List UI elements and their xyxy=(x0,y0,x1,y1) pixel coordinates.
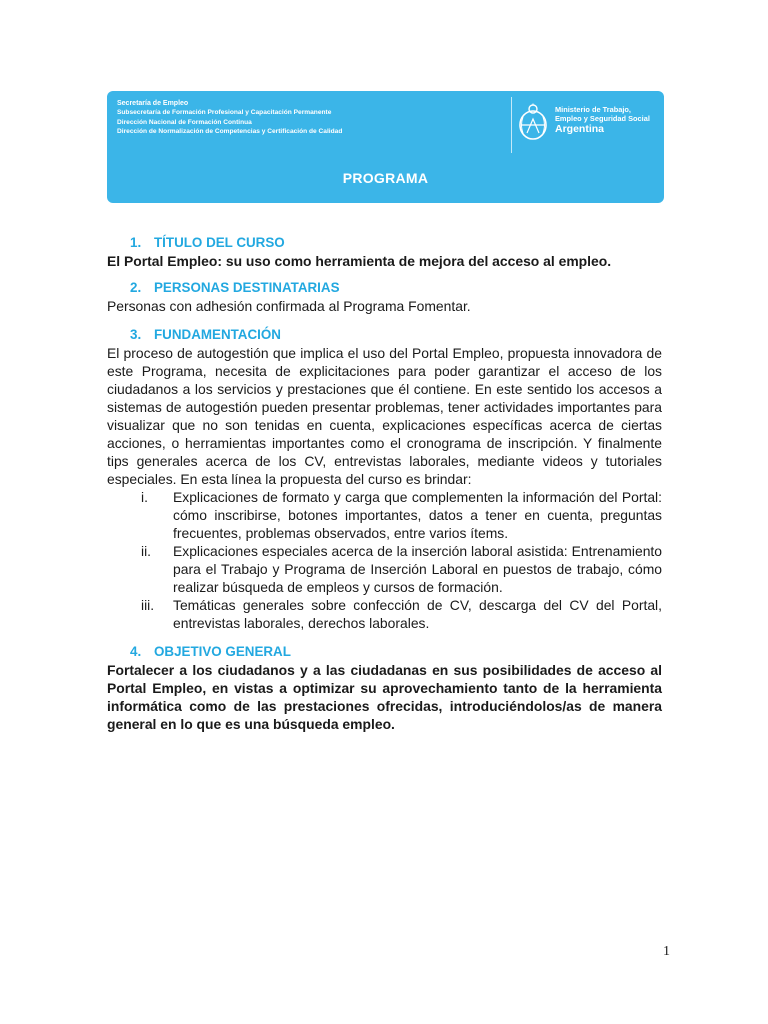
page-number: 1 xyxy=(663,944,670,959)
document-body xyxy=(107,234,662,744)
section-rationale xyxy=(107,326,662,632)
country-name: Argentina xyxy=(555,123,605,136)
list-item xyxy=(107,488,662,542)
section-title xyxy=(107,234,662,270)
section-number: 1. xyxy=(130,235,142,250)
heading-text: PERSONAS DESTINATARIAS xyxy=(154,280,340,295)
org-line: Subsecretaría de Formación Profesional y Capacitación Permanente xyxy=(117,109,332,117)
heading-text: TÍTULO DEL CURSO xyxy=(154,235,285,250)
list-marker: iii. xyxy=(141,597,155,613)
ministry-name xyxy=(555,105,650,136)
list-item-text: Explicaciones especiales acerca de la inserción laboral asistida: Entrenamiento para el Trabajo y Programa de Inserción Laboral en puestos de trabajo, cómo realizar búsqueda de empleos y cursos de formación. xyxy=(173,543,662,595)
header-banner xyxy=(107,91,664,203)
section-text: Personas con adhesión confirmada al Programa Fomentar. xyxy=(107,298,471,314)
logo-divider xyxy=(511,97,512,153)
section-objective xyxy=(107,643,662,733)
section-heading xyxy=(130,643,662,661)
org-lines xyxy=(117,99,342,137)
section-heading xyxy=(130,279,662,297)
ministry-line: Ministerio de Trabajo, xyxy=(555,105,631,114)
section-number: 2. xyxy=(130,280,142,295)
national-seal-icon xyxy=(517,103,549,141)
list-item-text: Explicaciones de formato y carga que complementen la información del Portal: cómo inscribirse, botones importantes, datos a tener en cuenta, preguntas frecuentes, problemas observados, entre varios ítems. xyxy=(173,489,662,541)
org-line: Dirección Nacional de Formación Continua xyxy=(117,118,252,126)
heading-text: OBJETIVO GENERAL xyxy=(154,644,291,659)
roman-list xyxy=(107,488,662,632)
section-audience xyxy=(107,279,662,315)
list-marker: i. xyxy=(141,489,148,505)
list-marker: ii. xyxy=(141,543,152,559)
section-heading xyxy=(130,234,662,252)
section-number: 3. xyxy=(130,327,142,342)
document-title: PROGRAMA xyxy=(342,170,429,186)
ministry-line: Empleo y Seguridad Social xyxy=(555,114,650,124)
list-item xyxy=(107,542,662,596)
section-number: 4. xyxy=(130,644,142,659)
course-title: El Portal Empleo: su uso como herramienta de mejora del acceso al empleo. xyxy=(107,253,612,269)
heading-text: FUNDAMENTACIÓN xyxy=(154,327,281,342)
section-text: Fortalecer a los ciudadanos y a las ciudadanas en sus posibilidades de acceso al Portal Empleo, en vistas a optimizar su aprovechamiento tanto de la herramienta informática como de las prestaciones ofrecidas, introduciéndolos/as de manera general en lo que es una búsqueda empleo. xyxy=(107,662,662,732)
list-item xyxy=(107,596,662,632)
section-heading xyxy=(130,326,662,344)
ministry-logo xyxy=(511,95,661,155)
list-item-text: Temáticas generales sobre confección de CV, descarga del CV del Portal, entrevistas laborales, derechos laborales. xyxy=(173,597,662,631)
org-line: Secretaría de Empleo xyxy=(117,100,189,107)
section-text: El proceso de autogestión que implica el uso del Portal Empleo, propuesta innovadora de este Programa, necesita de explicitaciones para poder garantizar el acceso de los ciudadanos a los servicios y prestaciones que él contiene. En este sentido los accesos a sistemas de autogestión pueden presentar problemas, tener actividades importantes para visualizar que no son tenidas en cuenta, explicaciones específicas acerca de ciertas acciones, o herramientas importantes como el cronograma de inscripción. Y finalmente tips generales acerca de los CV, entrevistas laborales, mediante videos y tutoriales especiales. En esta línea la propuesta del curso es brindar: xyxy=(107,345,662,487)
org-line: Dirección de Normalización de Competencias y Certificación de Calidad xyxy=(117,128,343,136)
